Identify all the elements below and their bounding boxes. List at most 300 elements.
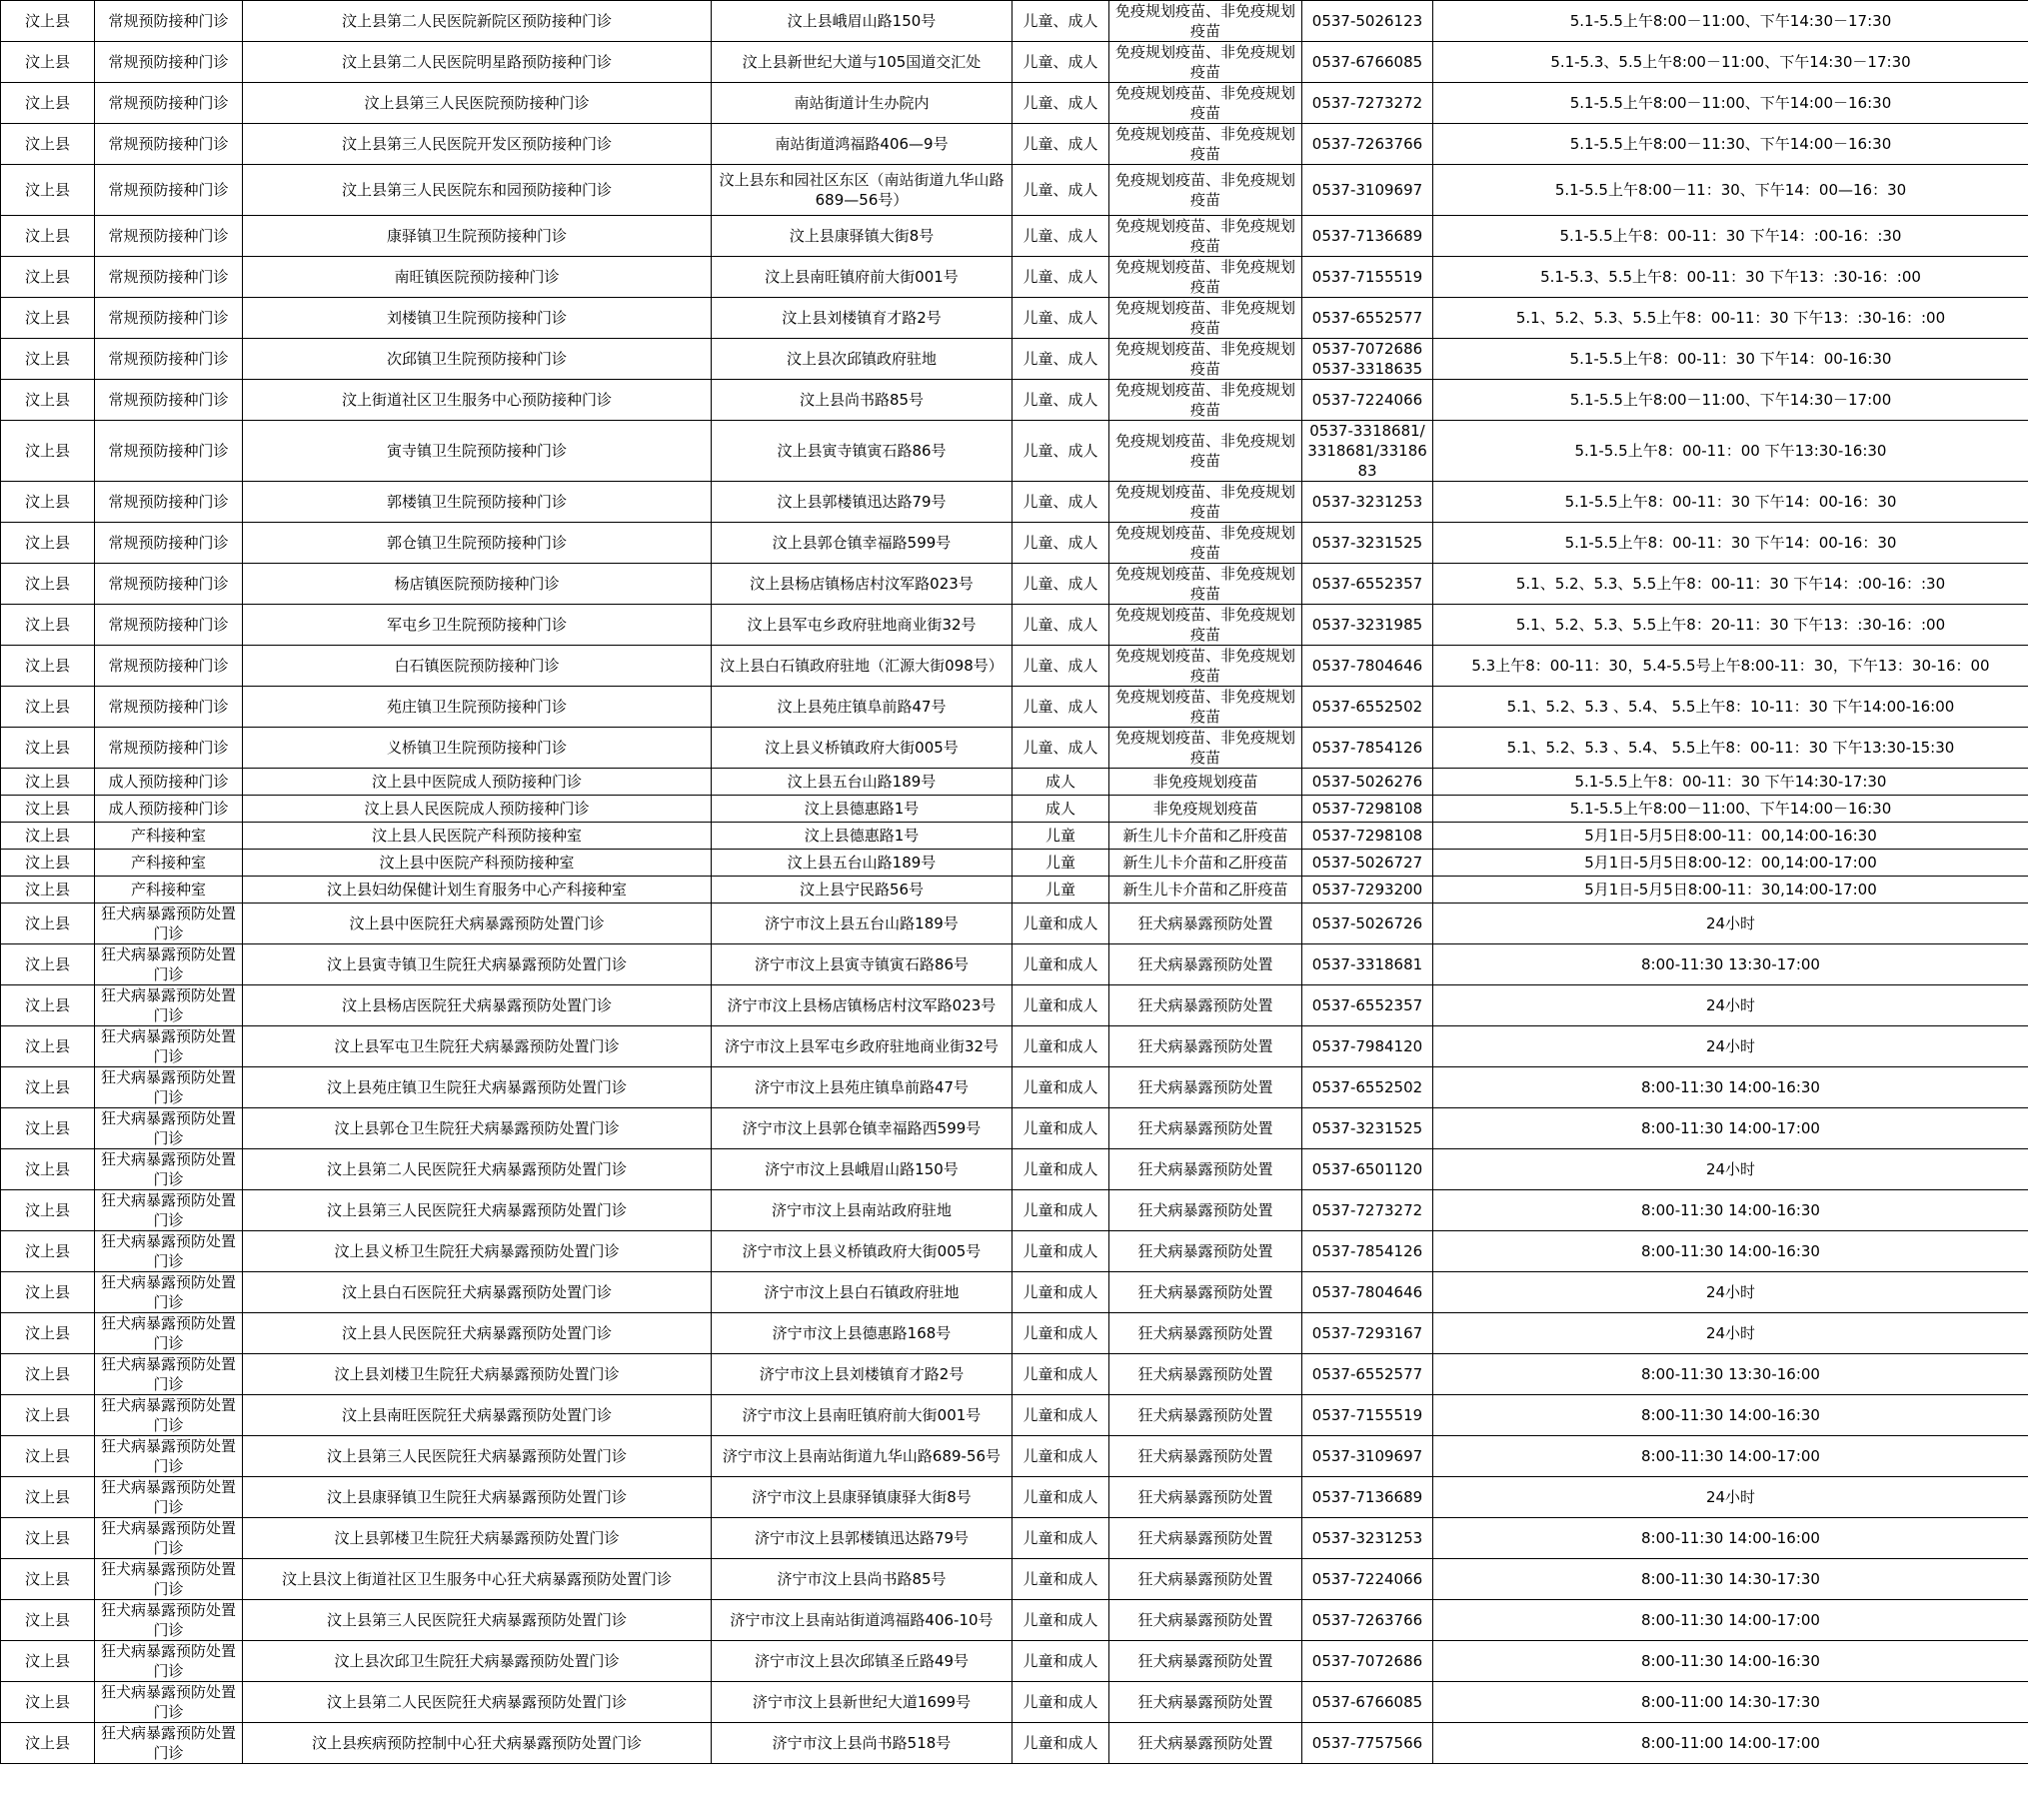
target-group-cell: 儿童、成人 — [1013, 605, 1109, 646]
clinic-type-cell: 常规预防接种门诊 — [95, 42, 243, 83]
phone-cell: 0537-7263766 — [1302, 124, 1433, 165]
service-hours-cell: 24小时 — [1433, 1477, 2028, 1518]
clinic-name-cell: 汶上县第三人民医院狂犬病暴露预防处置门诊 — [243, 1600, 712, 1641]
table-row — [1, 257, 2028, 298]
table-row — [1, 1600, 2028, 1641]
phone-cell: 0537-7273272 — [1302, 83, 1433, 124]
vaccine-type-cell: 新生儿卡介苗和乙肝疫苗 — [1109, 823, 1302, 850]
clinic-type-cell: 狂犬病暴露预防处置门诊 — [95, 1477, 243, 1518]
service-hours-cell: 5.3上午8：00-11：30，5.4-5.5号上午8:00-11：30，下午13：30-16：00 — [1433, 646, 2028, 687]
target-group-cell: 儿童和成人 — [1013, 1231, 1109, 1272]
table-row — [1, 904, 2028, 944]
clinic-type-cell: 常规预防接种门诊 — [95, 124, 243, 165]
county-cell: 汶上县 — [1, 1313, 95, 1354]
county-cell: 汶上县 — [1, 1067, 95, 1108]
clinic-name-cell: 汶上县军屯卫生院狂犬病暴露预防处置门诊 — [243, 1026, 712, 1067]
target-group-cell: 儿童和成人 — [1013, 944, 1109, 985]
phone-cell: 0537-6552502 — [1302, 687, 1433, 728]
vaccine-type-cell: 狂犬病暴露预防处置 — [1109, 1026, 1302, 1067]
service-hours-cell: 8:00-11:30 14:00-17:00 — [1433, 1600, 2028, 1641]
county-cell: 汶上县 — [1, 421, 95, 482]
phone-cell: 0537-5026276 — [1302, 769, 1433, 796]
service-hours-cell: 5.1-5.5上午8：00-11：30 下午14:30-17:30 — [1433, 769, 2028, 796]
county-cell: 汶上县 — [1, 646, 95, 687]
county-cell: 汶上县 — [1, 1231, 95, 1272]
vaccine-type-cell: 免疫规划疫苗、非免疫规划疫苗 — [1109, 728, 1302, 769]
clinic-type-cell: 狂犬病暴露预防处置门诊 — [95, 1641, 243, 1682]
clinic-type-cell: 狂犬病暴露预防处置门诊 — [95, 1682, 243, 1723]
clinic-type-cell: 成人预防接种门诊 — [95, 796, 243, 823]
phone-cell: 0537-7136689 — [1302, 1477, 1433, 1518]
clinic-type-cell: 常规预防接种门诊 — [95, 216, 243, 257]
clinic-name-cell: 寅寺镇卫生院预防接种门诊 — [243, 421, 712, 482]
phone-cell: 0537-6501120 — [1302, 1149, 1433, 1190]
address-cell: 汶上县尚书路85号 — [712, 380, 1013, 421]
clinic-name-cell: 汶上县汶上街道社区卫生服务中心狂犬病暴露预防处置门诊 — [243, 1559, 712, 1600]
clinic-type-cell: 常规预防接种门诊 — [95, 646, 243, 687]
county-cell: 汶上县 — [1, 482, 95, 523]
address-cell: 汶上县东和园社区东区（南站街道九华山路689—56号） — [712, 165, 1013, 216]
clinic-name-cell: 汶上县第三人民医院预防接种门诊 — [243, 83, 712, 124]
table-row — [1, 796, 2028, 823]
vaccine-type-cell: 狂犬病暴露预防处置 — [1109, 1354, 1302, 1395]
target-group-cell: 儿童和成人 — [1013, 1190, 1109, 1231]
address-cell: 汶上县军屯乡政府驻地商业街32号 — [712, 605, 1013, 646]
county-cell: 汶上县 — [1, 1436, 95, 1477]
target-group-cell: 儿童、成人 — [1013, 646, 1109, 687]
county-cell: 汶上县 — [1, 1108, 95, 1149]
phone-cell: 0537-7854126 — [1302, 728, 1433, 769]
vaccine-type-cell: 狂犬病暴露预防处置 — [1109, 1231, 1302, 1272]
vaccine-type-cell: 狂犬病暴露预防处置 — [1109, 1272, 1302, 1313]
service-hours-cell: 5.1-5.3、5.5上午8：00-11：30 下午13：:30-16：:00 — [1433, 257, 2028, 298]
service-hours-cell: 8:00-11:30 14:30-17:30 — [1433, 1559, 2028, 1600]
county-cell: 汶上县 — [1, 165, 95, 216]
target-group-cell: 儿童和成人 — [1013, 1600, 1109, 1641]
table-row — [1, 1067, 2028, 1108]
table-row — [1, 1, 2028, 42]
address-cell: 济宁市汶上县五台山路189号 — [712, 904, 1013, 944]
address-cell: 汶上县康驿镇大街8号 — [712, 216, 1013, 257]
table-row — [1, 482, 2028, 523]
clinic-type-cell: 产科接种室 — [95, 823, 243, 850]
address-cell: 汶上县峨眉山路150号 — [712, 1, 1013, 42]
table-row — [1, 1518, 2028, 1559]
clinic-type-cell: 常规预防接种门诊 — [95, 564, 243, 605]
target-group-cell: 儿童和成人 — [1013, 1641, 1109, 1682]
phone-cell: 0537-5026123 — [1302, 1, 1433, 42]
service-hours-cell: 5月1日-5月5日8:00-11：00,14:00-16:30 — [1433, 823, 2028, 850]
county-cell: 汶上县 — [1, 564, 95, 605]
table-row — [1, 646, 2028, 687]
table-row — [1, 421, 2028, 482]
phone-cell: 0537-7757566 — [1302, 1723, 1433, 1764]
vaccine-type-cell: 免疫规划疫苗、非免疫规划疫苗 — [1109, 687, 1302, 728]
clinic-name-cell: 南旺镇医院预防接种门诊 — [243, 257, 712, 298]
table-row — [1, 83, 2028, 124]
vaccine-type-cell: 免疫规划疫苗、非免疫规划疫苗 — [1109, 298, 1302, 339]
vaccine-type-cell: 狂犬病暴露预防处置 — [1109, 1313, 1302, 1354]
county-cell: 汶上县 — [1, 687, 95, 728]
target-group-cell: 儿童和成人 — [1013, 1272, 1109, 1313]
phone-cell: 0537-3231253 — [1302, 482, 1433, 523]
address-cell: 汶上县苑庄镇阜前路47号 — [712, 687, 1013, 728]
service-hours-cell: 8:00-11:30 14:00-16:30 — [1433, 1067, 2028, 1108]
table-row — [1, 298, 2028, 339]
county-cell: 汶上县 — [1, 339, 95, 380]
phone-cell: 0537-6766085 — [1302, 42, 1433, 83]
target-group-cell: 儿童和成人 — [1013, 1682, 1109, 1723]
clinic-type-cell: 狂犬病暴露预防处置门诊 — [95, 985, 243, 1026]
table-row — [1, 1149, 2028, 1190]
address-cell: 汶上县宁民路56号 — [712, 877, 1013, 904]
service-hours-cell: 8:00-11:00 14:30-17:30 — [1433, 1682, 2028, 1723]
target-group-cell: 儿童、成人 — [1013, 216, 1109, 257]
vaccine-type-cell: 新生儿卡介苗和乙肝疫苗 — [1109, 877, 1302, 904]
clinic-type-cell: 狂犬病暴露预防处置门诊 — [95, 1272, 243, 1313]
target-group-cell: 儿童和成人 — [1013, 1067, 1109, 1108]
clinic-name-cell: 汶上县人民医院产科预防接种室 — [243, 823, 712, 850]
clinic-name-cell: 汶上县人民医院狂犬病暴露预防处置门诊 — [243, 1313, 712, 1354]
table-row — [1, 1272, 2028, 1313]
county-cell: 汶上县 — [1, 1, 95, 42]
target-group-cell: 儿童和成人 — [1013, 1477, 1109, 1518]
table-row — [1, 1108, 2028, 1149]
address-cell: 济宁市汶上县白石镇政府驻地 — [712, 1272, 1013, 1313]
target-group-cell: 儿童、成人 — [1013, 564, 1109, 605]
address-cell: 汶上县郭楼镇迅达路79号 — [712, 482, 1013, 523]
target-group-cell: 儿童和成人 — [1013, 1436, 1109, 1477]
clinic-type-cell: 常规预防接种门诊 — [95, 339, 243, 380]
clinic-type-cell: 常规预防接种门诊 — [95, 165, 243, 216]
service-hours-cell: 5.1、5.2、5.3、5.5上午8：00-11：30 下午14：:00-16：:30 — [1433, 564, 2028, 605]
address-cell: 济宁市汶上县次邱镇圣丘路49号 — [712, 1641, 1013, 1682]
clinic-type-cell: 狂犬病暴露预防处置门诊 — [95, 1559, 243, 1600]
vaccine-type-cell: 狂犬病暴露预防处置 — [1109, 1477, 1302, 1518]
phone-cell: 0537-7293200 — [1302, 877, 1433, 904]
clinic-name-cell: 白石镇医院预防接种门诊 — [243, 646, 712, 687]
address-cell: 济宁市汶上县德惠路168号 — [712, 1313, 1013, 1354]
table-row — [1, 1477, 2028, 1518]
target-group-cell: 儿童、成人 — [1013, 1, 1109, 42]
service-hours-cell: 8:00-11:30 13:30-17:00 — [1433, 944, 2028, 985]
county-cell: 汶上县 — [1, 769, 95, 796]
target-group-cell: 儿童和成人 — [1013, 1354, 1109, 1395]
county-cell: 汶上县 — [1, 1600, 95, 1641]
vaccine-type-cell: 狂犬病暴露预防处置 — [1109, 944, 1302, 985]
phone-cell: 0537-7298108 — [1302, 796, 1433, 823]
service-hours-cell: 5.1-5.5上午8:00－11:30、下午14:00－16:30 — [1433, 124, 2028, 165]
clinic-name-cell: 汶上县第二人民医院狂犬病暴露预防处置门诊 — [243, 1682, 712, 1723]
address-cell: 济宁市汶上县南旺镇府前大街001号 — [712, 1395, 1013, 1436]
vaccine-type-cell: 狂犬病暴露预防处置 — [1109, 1436, 1302, 1477]
table-row — [1, 850, 2028, 877]
address-cell: 济宁市汶上县郭楼镇迅达路79号 — [712, 1518, 1013, 1559]
phone-cell: 0537-7224066 — [1302, 1559, 1433, 1600]
vaccine-type-cell: 狂犬病暴露预防处置 — [1109, 1149, 1302, 1190]
county-cell: 汶上县 — [1, 877, 95, 904]
clinic-name-cell: 汶上县妇幼保健计划生育服务中心产科接种室 — [243, 877, 712, 904]
service-hours-cell: 5.1-5.5上午8：00-11：30 下午14：00-16：30 — [1433, 523, 2028, 564]
county-cell: 汶上县 — [1, 1518, 95, 1559]
table-row — [1, 823, 2028, 850]
phone-cell: 0537-6552502 — [1302, 1067, 1433, 1108]
clinic-name-cell: 汶上县白石医院狂犬病暴露预防处置门诊 — [243, 1272, 712, 1313]
address-cell: 济宁市汶上县军屯乡政府驻地商业街32号 — [712, 1026, 1013, 1067]
clinic-name-cell: 义桥镇卫生院预防接种门诊 — [243, 728, 712, 769]
address-cell: 济宁市汶上县南站街道九华山路689-56号 — [712, 1436, 1013, 1477]
clinic-type-cell: 狂犬病暴露预防处置门诊 — [95, 944, 243, 985]
clinic-name-cell: 汶上县第二人民医院明星路预防接种门诊 — [243, 42, 712, 83]
phone-cell: 0537-7804646 — [1302, 646, 1433, 687]
clinic-type-cell: 狂犬病暴露预防处置门诊 — [95, 1518, 243, 1559]
table-row — [1, 1313, 2028, 1354]
service-hours-cell: 8:00-11:30 14:00-17:00 — [1433, 1436, 2028, 1477]
table-body — [1, 1, 2028, 1764]
target-group-cell: 儿童、成人 — [1013, 124, 1109, 165]
table-row — [1, 1641, 2028, 1682]
clinic-name-cell: 汶上县第三人民医院东和园预防接种门诊 — [243, 165, 712, 216]
table-row — [1, 1682, 2028, 1723]
target-group-cell: 儿童和成人 — [1013, 1723, 1109, 1764]
service-hours-cell: 5.1、5.2、5.3、5.5上午8：00-11：30 下午13：:30-16：:00 — [1433, 298, 2028, 339]
clinic-name-cell: 次邱镇卫生院预防接种门诊 — [243, 339, 712, 380]
vaccine-type-cell: 狂犬病暴露预防处置 — [1109, 1559, 1302, 1600]
county-cell: 汶上县 — [1, 985, 95, 1026]
clinic-type-cell: 狂犬病暴露预防处置门诊 — [95, 904, 243, 944]
phone-cell: 0537-7155519 — [1302, 257, 1433, 298]
clinic-name-cell: 军屯乡卫生院预防接种门诊 — [243, 605, 712, 646]
vaccine-type-cell: 免疫规划疫苗、非免疫规划疫苗 — [1109, 380, 1302, 421]
clinic-name-cell: 汶上县第三人民医院开发区预防接种门诊 — [243, 124, 712, 165]
service-hours-cell: 8:00-11:30 14:00-16:30 — [1433, 1190, 2028, 1231]
target-group-cell: 儿童和成人 — [1013, 1518, 1109, 1559]
county-cell: 汶上县 — [1, 523, 95, 564]
address-cell: 汶上县五台山路189号 — [712, 769, 1013, 796]
service-hours-cell: 24小时 — [1433, 1313, 2028, 1354]
service-hours-cell: 24小时 — [1433, 1272, 2028, 1313]
clinic-type-cell: 常规预防接种门诊 — [95, 380, 243, 421]
phone-cell: 0537-7155519 — [1302, 1395, 1433, 1436]
service-hours-cell: 8:00-11:30 14:00-16:30 — [1433, 1395, 2028, 1436]
clinic-type-cell: 常规预防接种门诊 — [95, 605, 243, 646]
service-hours-cell: 5.1-5.5上午8:00－11:00、下午14:00－16:30 — [1433, 83, 2028, 124]
table-row — [1, 985, 2028, 1026]
phone-cell: 0537-7263766 — [1302, 1600, 1433, 1641]
clinic-name-cell: 汶上县杨店医院狂犬病暴露预防处置门诊 — [243, 985, 712, 1026]
service-hours-cell: 5.1、5.2、5.3 、5.4、 5.5上午8：10-11：30 下午14:00-16:00 — [1433, 687, 2028, 728]
service-hours-cell: 5.1-5.5上午8:00－11:00、下午14:30－17:00 — [1433, 380, 2028, 421]
clinic-type-cell: 常规预防接种门诊 — [95, 1, 243, 42]
clinic-name-cell: 汶上县南旺医院狂犬病暴露预防处置门诊 — [243, 1395, 712, 1436]
vaccine-type-cell: 狂犬病暴露预防处置 — [1109, 1723, 1302, 1764]
service-hours-cell: 5.1-5.5上午8:00－11:00、下午14:30－17:30 — [1433, 1, 2028, 42]
vaccine-type-cell: 免疫规划疫苗、非免疫规划疫苗 — [1109, 646, 1302, 687]
clinic-name-cell: 汶上县第二人民医院狂犬病暴露预防处置门诊 — [243, 1149, 712, 1190]
clinic-type-cell: 狂犬病暴露预防处置门诊 — [95, 1436, 243, 1477]
clinic-name-cell: 杨店镇医院预防接种门诊 — [243, 564, 712, 605]
vaccine-type-cell: 免疫规划疫苗、非免疫规划疫苗 — [1109, 165, 1302, 216]
target-group-cell: 儿童、成人 — [1013, 257, 1109, 298]
address-cell: 汶上县郭仓镇幸福路599号 — [712, 523, 1013, 564]
address-cell: 济宁市汶上县苑庄镇阜前路47号 — [712, 1067, 1013, 1108]
table-row — [1, 523, 2028, 564]
service-hours-cell: 8:00-11:30 14:00-16:00 — [1433, 1518, 2028, 1559]
address-cell: 汶上县德惠路1号 — [712, 823, 1013, 850]
clinic-type-cell: 产科接种室 — [95, 877, 243, 904]
phone-cell: 0537-3231525 — [1302, 1108, 1433, 1149]
target-group-cell: 儿童和成人 — [1013, 1026, 1109, 1067]
vaccine-type-cell: 免疫规划疫苗、非免疫规划疫苗 — [1109, 1, 1302, 42]
target-group-cell: 儿童、成人 — [1013, 523, 1109, 564]
service-hours-cell: 8:00-11:30 13:30-16:00 — [1433, 1354, 2028, 1395]
clinic-name-cell: 汶上县第三人民医院狂犬病暴露预防处置门诊 — [243, 1190, 712, 1231]
table-row — [1, 42, 2028, 83]
clinic-type-cell: 常规预防接种门诊 — [95, 83, 243, 124]
phone-cell: 0537-7293167 — [1302, 1313, 1433, 1354]
phone-cell: 0537-3109697 — [1302, 165, 1433, 216]
vaccine-type-cell: 免疫规划疫苗、非免疫规划疫苗 — [1109, 216, 1302, 257]
vaccine-type-cell: 狂犬病暴露预防处置 — [1109, 985, 1302, 1026]
county-cell: 汶上县 — [1, 796, 95, 823]
clinic-type-cell: 狂犬病暴露预防处置门诊 — [95, 1354, 243, 1395]
phone-cell: 0537-7072686 — [1302, 1641, 1433, 1682]
phone-cell: 0537-7273272 — [1302, 1190, 1433, 1231]
service-hours-cell: 5.1-5.5上午8:00－11:00、下午14:00－16:30 — [1433, 796, 2028, 823]
service-hours-cell: 5月1日-5月5日8:00-11：30,14:00-17:00 — [1433, 877, 2028, 904]
phone-cell: 0537-3231253 — [1302, 1518, 1433, 1559]
county-cell: 汶上县 — [1, 1682, 95, 1723]
clinic-name-cell: 刘楼镇卫生院预防接种门诊 — [243, 298, 712, 339]
address-cell: 南站街道计生办院内 — [712, 83, 1013, 124]
vaccine-type-cell: 狂犬病暴露预防处置 — [1109, 1395, 1302, 1436]
clinic-type-cell: 狂犬病暴露预防处置门诊 — [95, 1723, 243, 1764]
vaccine-type-cell: 免疫规划疫苗、非免疫规划疫苗 — [1109, 482, 1302, 523]
address-cell: 济宁市汶上县峨眉山路150号 — [712, 1149, 1013, 1190]
service-hours-cell: 8:00-11:00 14:00-17:00 — [1433, 1723, 2028, 1764]
address-cell: 汶上县义桥镇政府大街005号 — [712, 728, 1013, 769]
service-hours-cell: 8:00-11:30 14:00-16:30 — [1433, 1231, 2028, 1272]
table-row — [1, 339, 2028, 380]
address-cell: 济宁市汶上县杨店镇杨店村汶军路023号 — [712, 985, 1013, 1026]
county-cell: 汶上县 — [1, 1477, 95, 1518]
address-cell: 济宁市汶上县南站街道鸿福路406-10号 — [712, 1600, 1013, 1641]
county-cell: 汶上县 — [1, 1723, 95, 1764]
target-group-cell: 儿童、成人 — [1013, 421, 1109, 482]
phone-cell: 0537-5026727 — [1302, 850, 1433, 877]
table-row — [1, 564, 2028, 605]
service-hours-cell: 24小时 — [1433, 904, 2028, 944]
address-cell: 汶上县南旺镇府前大街001号 — [712, 257, 1013, 298]
target-group-cell: 儿童、成人 — [1013, 380, 1109, 421]
clinic-type-cell: 常规预防接种门诊 — [95, 298, 243, 339]
clinic-name-cell: 汶上县中医院成人预防接种门诊 — [243, 769, 712, 796]
phone-cell: 0537-3318681/3318681/3318683 — [1302, 421, 1433, 482]
clinic-name-cell: 郭仓镇卫生院预防接种门诊 — [243, 523, 712, 564]
clinic-type-cell: 常规预防接种门诊 — [95, 421, 243, 482]
table-row — [1, 1231, 2028, 1272]
clinic-name-cell: 康驿镇卫生院预防接种门诊 — [243, 216, 712, 257]
clinic-type-cell: 产科接种室 — [95, 850, 243, 877]
phone-cell: 0537-7854126 — [1302, 1231, 1433, 1272]
service-hours-cell: 5.1-5.3、5.5上午8:00－11:00、下午14:30－17:30 — [1433, 42, 2028, 83]
vaccine-type-cell: 免疫规划疫苗、非免疫规划疫苗 — [1109, 421, 1302, 482]
clinic-type-cell: 狂犬病暴露预防处置门诊 — [95, 1600, 243, 1641]
vaccine-type-cell: 免疫规划疫苗、非免疫规划疫苗 — [1109, 257, 1302, 298]
address-cell: 济宁市汶上县尚书路85号 — [712, 1559, 1013, 1600]
clinic-type-cell: 狂犬病暴露预防处置门诊 — [95, 1231, 243, 1272]
service-hours-cell: 5.1-5.5上午8:00－11：30、下午14：00—16：30 — [1433, 165, 2028, 216]
county-cell: 汶上县 — [1, 1559, 95, 1600]
clinic-name-cell: 汶上县中医院产科预防接种室 — [243, 850, 712, 877]
vaccine-type-cell: 非免疫规划疫苗 — [1109, 769, 1302, 796]
address-cell: 济宁市汶上县新世纪大道1699号 — [712, 1682, 1013, 1723]
county-cell: 汶上县 — [1, 298, 95, 339]
county-cell: 汶上县 — [1, 1149, 95, 1190]
address-cell: 汶上县寅寺镇寅石路86号 — [712, 421, 1013, 482]
target-group-cell: 成人 — [1013, 769, 1109, 796]
clinic-name-cell: 汶上县第三人民医院狂犬病暴露预防处置门诊 — [243, 1436, 712, 1477]
clinic-type-cell: 狂犬病暴露预防处置门诊 — [95, 1190, 243, 1231]
phone-cell: 0537-7984120 — [1302, 1026, 1433, 1067]
address-cell: 汶上县德惠路1号 — [712, 796, 1013, 823]
clinic-type-cell: 常规预防接种门诊 — [95, 257, 243, 298]
county-cell: 汶上县 — [1, 823, 95, 850]
table-row — [1, 1026, 2028, 1067]
phone-cell: 0537-3109697 — [1302, 1436, 1433, 1477]
clinic-name-cell: 汶上县疾病预防控制中心狂犬病暴露预防处置门诊 — [243, 1723, 712, 1764]
vaccine-type-cell: 狂犬病暴露预防处置 — [1109, 904, 1302, 944]
county-cell: 汶上县 — [1, 850, 95, 877]
clinic-type-cell: 狂犬病暴露预防处置门诊 — [95, 1395, 243, 1436]
county-cell: 汶上县 — [1, 904, 95, 944]
service-hours-cell: 24小时 — [1433, 1026, 2028, 1067]
vaccine-type-cell: 免疫规划疫苗、非免疫规划疫苗 — [1109, 564, 1302, 605]
phone-cell: 0537-3231525 — [1302, 523, 1433, 564]
clinic-name-cell: 汶上县中医院狂犬病暴露预防处置门诊 — [243, 904, 712, 944]
phone-cell: 0537-3231985 — [1302, 605, 1433, 646]
county-cell: 汶上县 — [1, 257, 95, 298]
target-group-cell: 儿童和成人 — [1013, 904, 1109, 944]
phone-cell: 0537-7136689 — [1302, 216, 1433, 257]
table-row — [1, 687, 2028, 728]
phone-cell: 0537-6766085 — [1302, 1682, 1433, 1723]
table-row — [1, 769, 2028, 796]
clinic-name-cell: 汶上县郭仓卫生院狂犬病暴露预防处置门诊 — [243, 1108, 712, 1149]
table-row — [1, 944, 2028, 985]
county-cell: 汶上县 — [1, 124, 95, 165]
clinic-type-cell: 常规预防接种门诊 — [95, 482, 243, 523]
clinic-type-cell: 成人预防接种门诊 — [95, 769, 243, 796]
table-row — [1, 1354, 2028, 1395]
vaccine-type-cell: 狂犬病暴露预防处置 — [1109, 1108, 1302, 1149]
phone-cell: 0537-7224066 — [1302, 380, 1433, 421]
vaccine-type-cell: 狂犬病暴露预防处置 — [1109, 1682, 1302, 1723]
address-cell: 济宁市汶上县义桥镇政府大街005号 — [712, 1231, 1013, 1272]
service-hours-cell: 24小时 — [1433, 985, 2028, 1026]
address-cell: 汶上县刘楼镇育才路2号 — [712, 298, 1013, 339]
county-cell: 汶上县 — [1, 1641, 95, 1682]
target-group-cell: 儿童、成人 — [1013, 83, 1109, 124]
county-cell: 汶上县 — [1, 1395, 95, 1436]
address-cell: 汶上县白石镇政府驻地（汇源大街098号） — [712, 646, 1013, 687]
phone-cell: 0537-7804646 — [1302, 1272, 1433, 1313]
target-group-cell: 儿童和成人 — [1013, 985, 1109, 1026]
address-cell: 南站街道鸿福路406—9号 — [712, 124, 1013, 165]
address-cell: 济宁市汶上县康驿镇康驿大街8号 — [712, 1477, 1013, 1518]
clinic-name-cell: 汶上街道社区卫生服务中心预防接种门诊 — [243, 380, 712, 421]
phone-cell: 0537-5026726 — [1302, 904, 1433, 944]
